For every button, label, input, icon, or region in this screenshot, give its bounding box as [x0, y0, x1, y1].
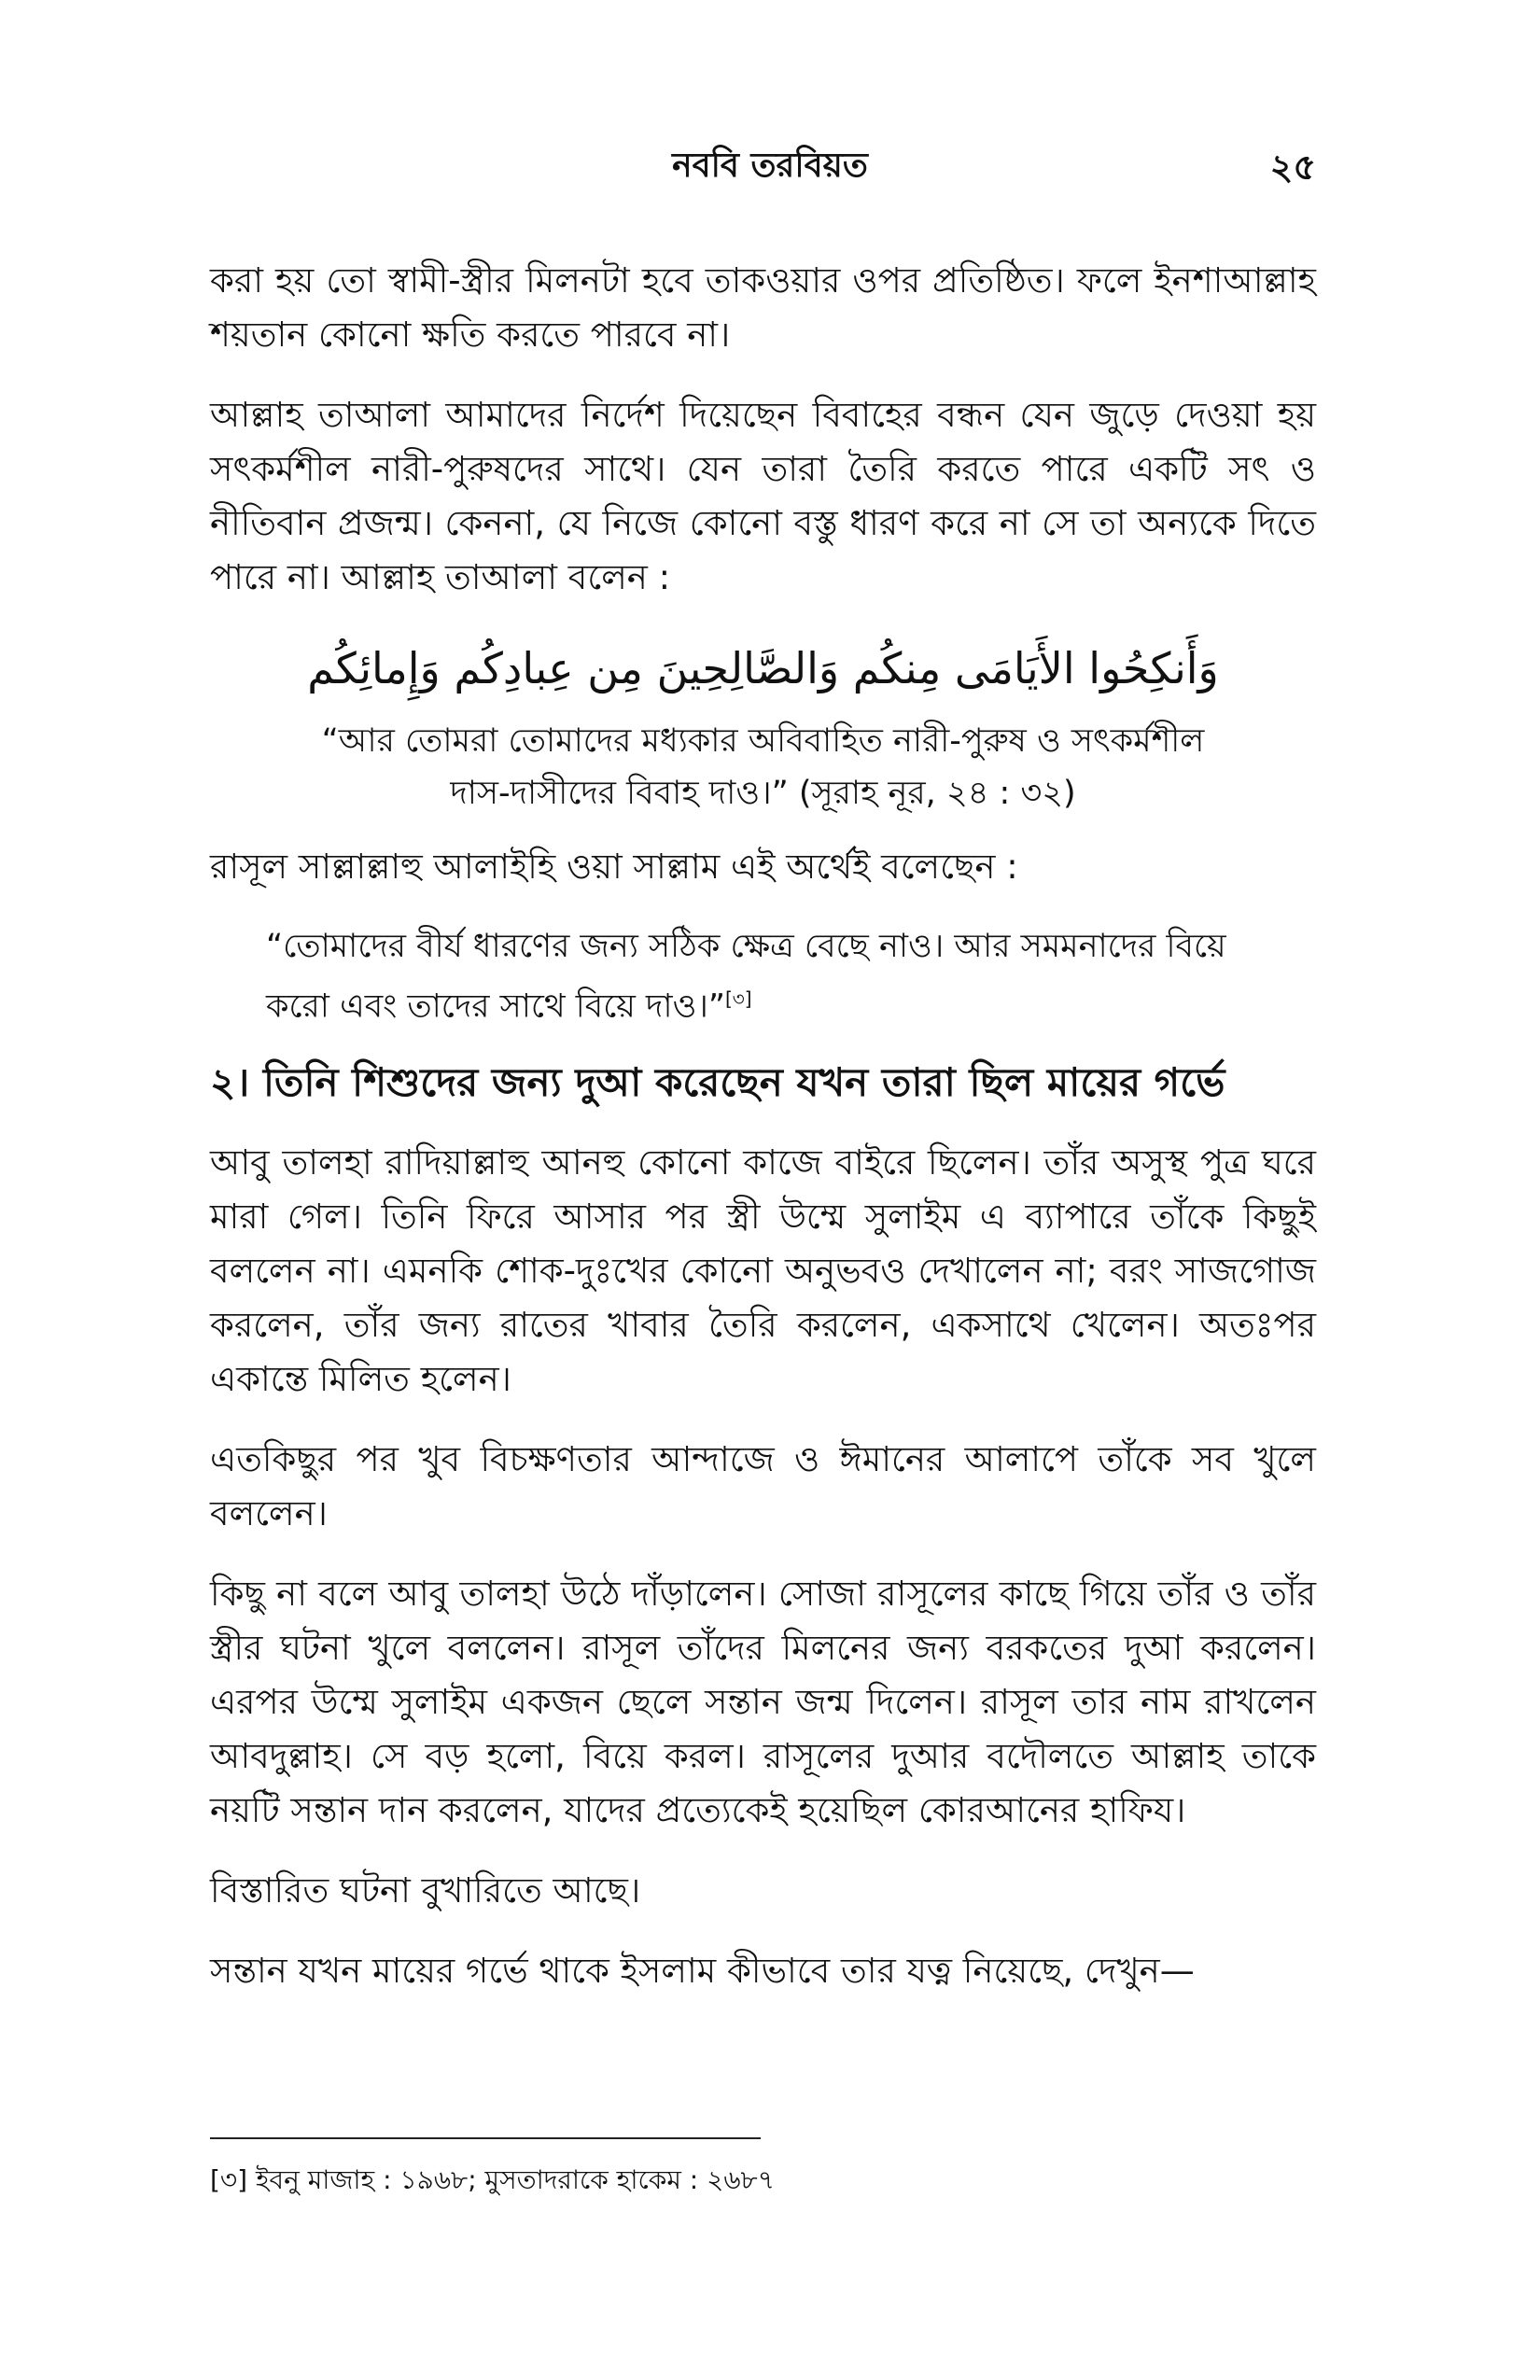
running-header-title: নববি তরবিয়ত [672, 147, 868, 185]
footnote-marker: [৩] [725, 987, 752, 1010]
paragraph-6: কিছু না বলে আবু তালহা উঠে দাঁড়ালেন। সোজা রাসূলের কাছে গিয়ে তাঁর ও তাঁর স্ত্রীর ঘটনা খুলে বললেন। রাসূল তাঁদের মিলনের জন্য বরকতের দুআ করলেন। এরপর উম্মে সুলাইম একজন ছেলে সন্তান জন্ম দিলেন। রাসূল তার নাম রাখলেন আবদুল্লাহ। সে বড় হলো, বিয়ে করল। রাসূলের দুআর বদৌলতে আল্লাহ তাকে নয়টি সন্তান দান করলেন, যাদের প্রত্যেকেই হয়েছিল কোরআনের হাফিয। [210, 1573, 1316, 1830]
footnote-divider [210, 2137, 761, 2139]
paragraph-4: আবু তালহা রাদিয়াল্লাহু আনহু কোনো কাজে বাইরে ছিলেন। তাঁর অসুস্থ পুত্র ঘরে মারা গেল। তিনি ফিরে আসার পর স্ত্রী উম্মে সুলাইম এ ব্যাপারে তাঁকে কিছুই বললেন না। এমনকি শোক-দুঃখের কোনো অনুভবও দেখালেন না; বরং সাজগোজ করলেন, তাঁর জন্য রাতের খাবার তৈরি করলেন, একসাথে খেলেন। অতঃপর একান্তে মিলিত হলেন। [210, 1141, 1316, 1399]
paragraph-1: করা হয় তো স্বামী-স্ত্রীর মিলনটা হবে তাকওয়ার ওপর প্রতিষ্ঠিত। ফলে ইনশাআল্লাহ শয়তান কোনো ক্ষতি করতে পারবে না। [210, 260, 1316, 355]
hadith-text: “তোমাদের বীর্য ধারণের জন্য সঠিক ক্ষেত্র বেছে নাও। আর সমমনাদের বিয়ে করো এবং তাদের সাথে বিয়ে দাও।” [266, 928, 1226, 1026]
paragraph-7: বিস্তারিত ঘটনা বুখারিতে আছে। [210, 1869, 641, 1911]
verse-translation [210, 715, 1316, 819]
verse-translation-line-1: “আর তোমরা তোমাদের মধ্যকার অবিবাহিত নারী-পুরুষ ও সৎকর্মশীল [321, 722, 1205, 760]
verse-translation-line-2: দাস-দাসীদের বিবাহ দাও।” (সূরাহ নূর, ২৪ : ৩২) [450, 775, 1076, 812]
paragraph-3: রাসূল সাল্লাল্লাহু আলাইহি ওয়া সাল্লাম এই অর্থেই বলেছেন : [210, 847, 1018, 887]
page-body [210, 254, 1316, 2024]
hadith-quote [266, 920, 1293, 1033]
arabic-verse: وَأَنكِحُوا الأَيَامَى مِنكُم وَالصَّالِحِينَ مِن عِبادِكُم وَإِمائِكُم [307, 643, 1219, 693]
section-heading: ২। তিনি শিশুদের জন্য দুআ করেছেন যখন তারা ছিল মায়ের গর্ভে [210, 1058, 1225, 1105]
page-number: ২৫ [1269, 147, 1316, 188]
footnote-text: [৩] ইবনু মাজাহ : ১৯৬৮; মুসতাদরাকে হাকেম : ২৬৮৭ [210, 2164, 775, 2195]
paragraph-2: আল্লাহ তাআলা আমাদের নির্দেশ দিয়েছেন বিবাহের বন্ধন যেন জুড়ে দেওয়া হয় সৎকর্মশীল নারী-পুরুষদের সাথে। যেন তারা তৈরি করতে পারে একটি সৎ ও নীতিবান প্রজন্ম। কেননা, যে নিজে কোনো বস্তু ধারণ করে না সে তা অন্যকে দিতে পারে না। আল্লাহ তাআলা বলেন : [210, 395, 1316, 597]
paragraph-8: সন্তান যখন মায়ের গর্ভে থাকে ইসলাম কীভাবে তার যত্ন নিয়েছে, দেখুন— [210, 1950, 1195, 1991]
paragraph-5: এতকিছুর পর খুব বিচক্ষণতার আন্দাজে ও ঈমানের আলাপে তাঁকে সব খুলে বললেন। [210, 1438, 1316, 1533]
